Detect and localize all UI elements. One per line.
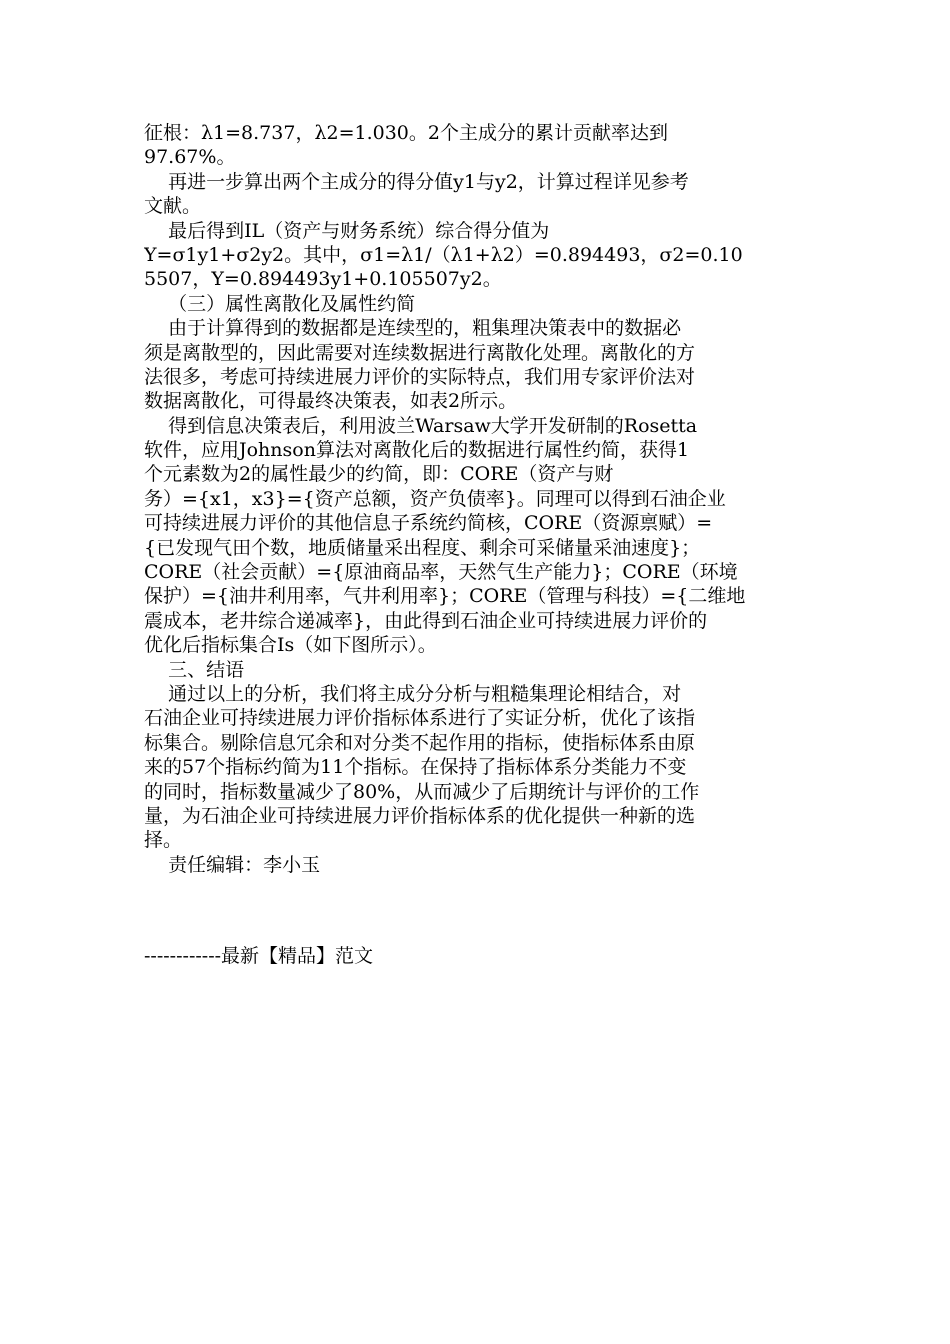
footer-banner: ------------最新【精品】范文 <box>144 945 374 967</box>
text-line: 的同时，指标数量减少了80%，从而减少了后期统计与评价的工作 <box>144 780 700 803</box>
text-line: 文献。 <box>144 195 202 218</box>
text-line: CORE（社会贡献）={原油商品率，天然气生产能力}；CORE（环境 <box>144 561 738 584</box>
text-line: 5507，Y=0.894493y1+0.105507y2。 <box>144 268 502 291</box>
text-line: 通过以上的分析，我们将主成分分析与粗糙集理论相结合，对 <box>144 682 682 705</box>
text-line: 数据离散化，可得最终决策表，如表2所示。 <box>144 390 518 413</box>
text-line: 可持续进展力评价的其他信息子系统约简核，CORE（资源禀赋）= <box>144 512 713 535</box>
text-line: 得到信息决策表后，利用波兰Warsaw大学开发研制的Rosetta <box>144 414 698 437</box>
text-line: 务）={x1，x3}={资产总额，资产负债率}。同理可以得到石油企业 <box>144 487 726 510</box>
text-line: 量，为石油企业可持续进展力评价指标体系的优化提供一种新的选 <box>144 804 696 827</box>
text-line: {已发现气田个数，地质储量采出程度、剩余可采储量采油速度}； <box>144 536 701 559</box>
text-line: 石油企业可持续进展力评价指标体系进行了实证分析，优化了该指 <box>144 707 696 730</box>
text-line: 优化后指标集合Is（如下图所示）。 <box>144 634 437 657</box>
text-line: 97.67%。 <box>144 146 236 169</box>
text-line: 震成本，老井综合递减率}，由此得到石油企业可持续进展力评价的 <box>144 609 708 632</box>
text-line: 须是离散型的，因此需要对连续数据进行离散化处理。离散化的方 <box>144 341 696 364</box>
editor-credit: 责任编辑：李小玉 <box>144 853 321 876</box>
text-line: 软件，应用Johnson算法对离散化后的数据进行属性约简，获得1 <box>144 439 690 462</box>
text-line: 法很多，考虑可持续进展力评价的实际特点，我们用专家评价法对 <box>144 365 696 388</box>
text-line: Y=σ1y1+σ2y2。其中，σ1=λ1/（λ1+λ2）=0.894493，σ2=0.10 <box>144 243 743 266</box>
text-line: 最后得到IL（资产与财务系统）综合得分值为 <box>144 219 550 242</box>
text-line: 个元素数为2的属性最少的约简，即：CORE（资产与财 <box>144 463 614 486</box>
text-line: 再进一步算出两个主成分的得分值y1与y2，计算过程详见参考 <box>144 170 689 193</box>
text-line: 择。 <box>144 829 183 852</box>
text-line: 标集合。剔除信息冗余和对分类不起作用的指标，使指标体系由原 <box>144 731 696 754</box>
document-body <box>144 121 814 877</box>
section-heading: 三、结语 <box>144 658 245 681</box>
text-line: 由于计算得到的数据都是连续型的，粗集理决策表中的数据必 <box>144 317 682 340</box>
text-line: 征根：λ1=8.737，λ2=1.030。2个主成分的累计贡献率达到 <box>144 122 668 144</box>
text-line: 来的57个指标约简为11个指标。在保持了指标体系分类能力不变 <box>144 756 687 779</box>
text-line: 保护）={油井利用率，气井利用率}；CORE（管理与科技）={二维地 <box>144 585 746 608</box>
section-heading: （三）属性离散化及属性约简 <box>144 292 416 315</box>
